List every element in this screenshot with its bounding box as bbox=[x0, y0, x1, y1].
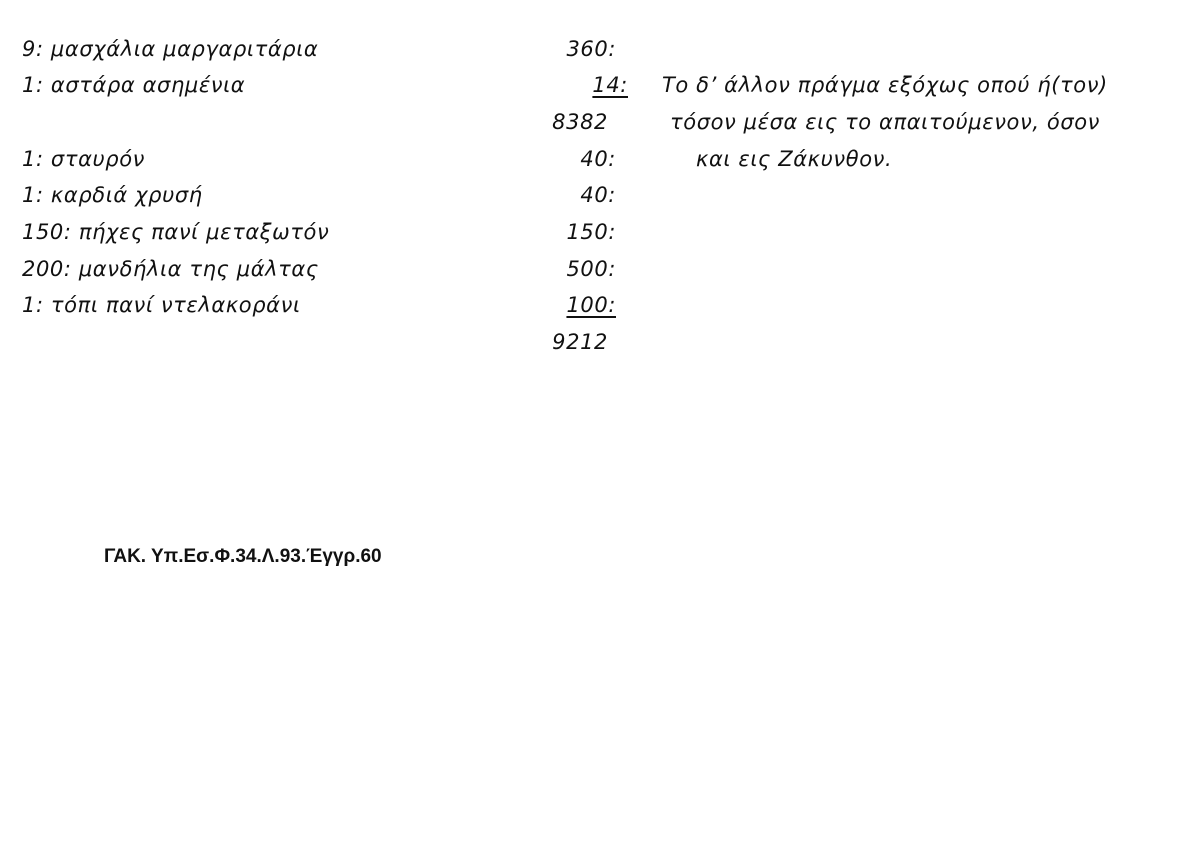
ledger-item-amount: 150: bbox=[566, 220, 616, 244]
ledger-item-label: 1: σταυρόν bbox=[22, 147, 145, 171]
ledger-total: 9212 bbox=[552, 330, 608, 354]
ledger-item-amount: 14: bbox=[592, 73, 628, 97]
note-line: Το δ’ άλλον πράγμα εξόχως οπού ή(τον) bbox=[662, 73, 1108, 97]
ledger-item-amount: 500: bbox=[566, 257, 616, 281]
note-line: και εις Ζάκυνθον. bbox=[696, 147, 893, 171]
ledger-item-amount: 100: bbox=[566, 293, 616, 317]
ledger-item-label: 1: αστάρα ασημένια bbox=[22, 73, 246, 97]
ledger-item-label: 1: καρδιά χρυσή bbox=[22, 183, 203, 207]
archive-reference: ΓΑΚ. Υπ.Εσ.Φ.34.Λ.93.Έγγρ.60 bbox=[104, 546, 382, 567]
ledger-item-label: 9: μασχάλια μαργαριτάρια bbox=[22, 37, 319, 61]
note-line: τόσον μέσα εις το απαιτούμενον, όσον bbox=[670, 110, 1101, 134]
ledger-item-label: 200: μανδήλια της μάλτας bbox=[22, 257, 319, 281]
ledger-item-amount: 40: bbox=[580, 147, 616, 171]
ledger-item-amount: 40: bbox=[580, 183, 616, 207]
ledger-subtotal: 8382 bbox=[552, 110, 608, 134]
ledger-item-label: 1: τόπι πανί ντελακοράνι bbox=[22, 293, 301, 317]
ledger-item-amount: 360: bbox=[566, 37, 616, 61]
ledger-item-label: 150: πήχες πανί μεταξωτόν bbox=[22, 220, 330, 244]
